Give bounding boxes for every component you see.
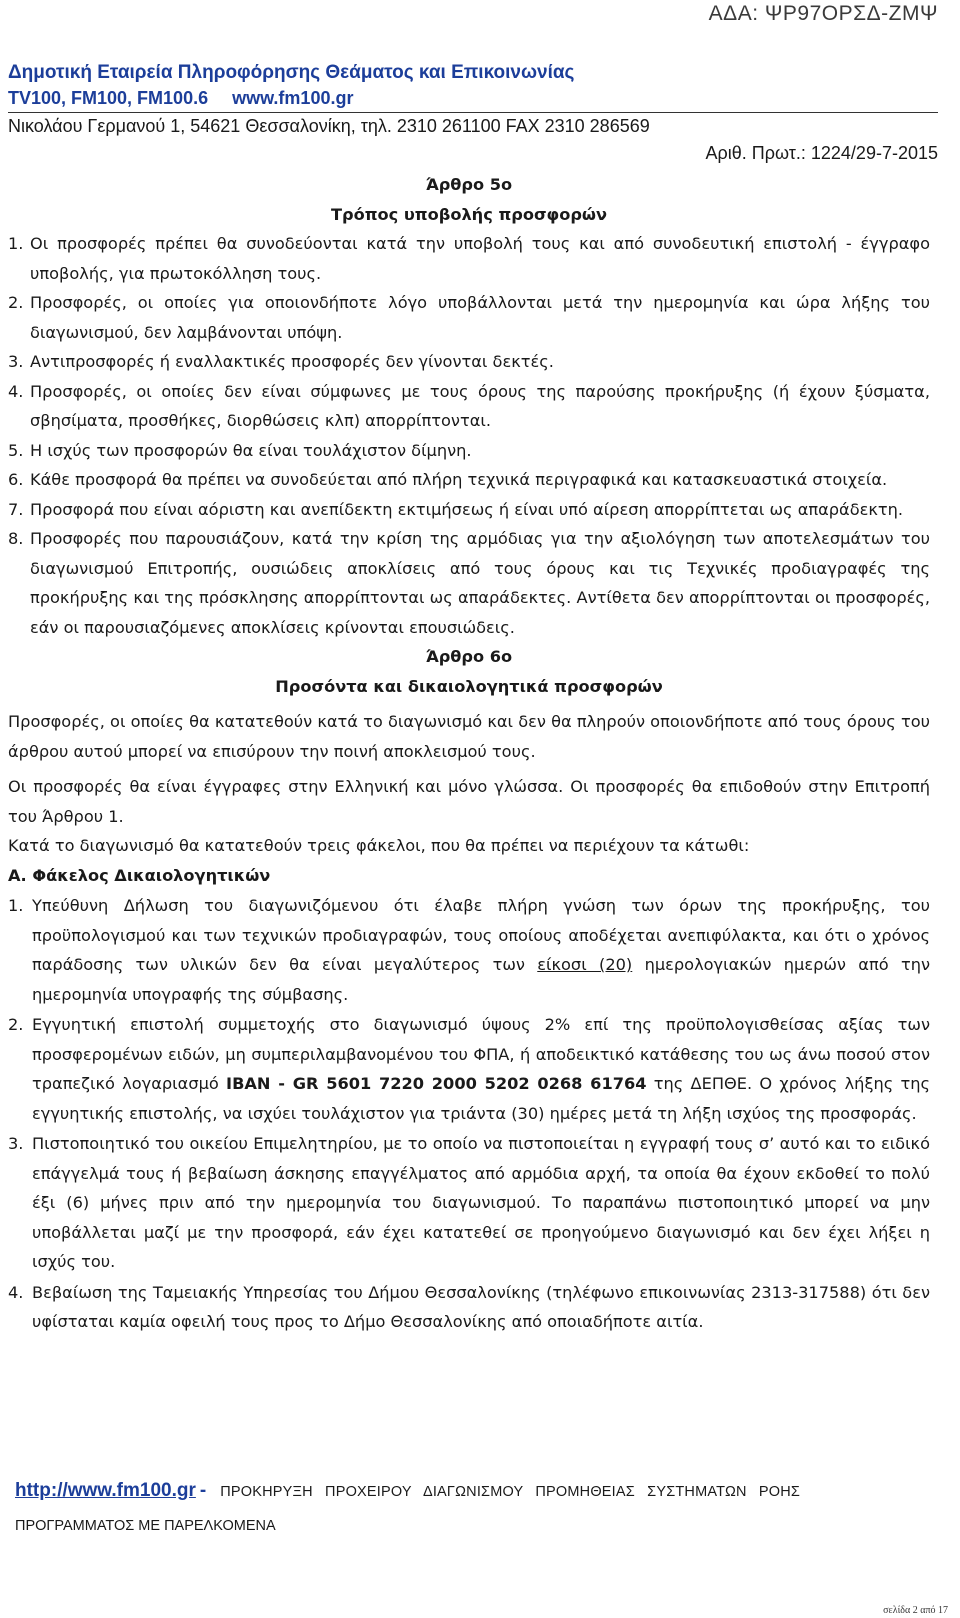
list-item: 3. Αντιπροσφορές ή εναλλακτικές προσφορές δεν γίνονται δεκτές. bbox=[8, 352, 554, 371]
organization-name: Δημοτική Εταιρεία Πληροφόρησης Θεάματος και Επικοινωνίας bbox=[8, 62, 575, 83]
footer-title-line-1: ΠΡΟΚΗΡΥΞΗ ΠΡΟΧΕΙΡΟΥ ΔΙΑΓΩΝΙΣΜΟΥ ΠΡΟΜΗΘΕΙΑΣ ΣΥΣΤΗΜΑΤΩΝ ΡΟΗΣ bbox=[220, 1484, 801, 1500]
list-item: 2. Προσφορές, οι οποίες για οποιονδήποτε λόγο υποβάλλονται μετά την ημερομηνία και ώρα λήξης του διαγωνισμού, δεν λαμβάνονται υπόψη. bbox=[8, 293, 930, 342]
website-link[interactable]: www.fm100.gr bbox=[232, 88, 354, 108]
document-body bbox=[8, 170, 930, 1337]
footer-title-line-2: ΠΡΟΓΡΑΜΜΑΤΟΣ ΜΕ ΠΑΡΕΛΚΟΜΕΝΑ bbox=[15, 1518, 276, 1534]
list-item: 2. Εγγυητική επιστολή συμμετοχής στο διαγωνισμό ύψους 2% επί της προϋπολογισθείσας αξίας των προσφερομένων ειδών, μη συμπεριλαμβανομένου του ΦΠΑ, ή αποδεικτικό κατάθεσης του ως άνω ποσού στον τραπεζικό λογαριασμό IBAN - GR 5601 7220 2000 5202 0268 61764 της ΔΕΠΘΕ. Ο χρόνος λήξης της εγγυητικής επιστολής, να ισχύει τουλάχιστον για τριάντα (30) ημέρες μετά τη λήξη ισχύος της προσφοράς. bbox=[8, 1015, 930, 1123]
footer-website-link[interactable]: http://www.fm100.gr bbox=[15, 1480, 196, 1501]
protocol-number: Αριθ. Πρωτ.: 1224/29-7-2015 bbox=[705, 143, 938, 163]
article5-list bbox=[8, 229, 930, 642]
iban-number: IBAN - GR 5601 7220 2000 5202 0268 61764 bbox=[226, 1074, 647, 1093]
stations: TV100, FM100, FM100.6 bbox=[8, 88, 209, 108]
page-number: σελίδα 2 από 17 bbox=[883, 1605, 948, 1616]
ada-code: ΑΔΑ: ΨΡ97ΟΡΣΔ-ΖΜΨ bbox=[708, 2, 938, 25]
article6-subtitle: Προσόντα και δικαιολογητικά προσφορών bbox=[275, 676, 663, 696]
section-a-heading: Α. Φάκελος Δικαιολογητικών bbox=[8, 865, 271, 885]
address-line: Νικολάου Γερμανού 1, 54621 Θεσσαλονίκη, τηλ. 2310 261100 FAX 2310 286569 bbox=[8, 116, 650, 136]
article6-paragraph-1: Προσφορές, οι οποίες θα κατατεθούν κατά το διαγωνισμό και δεν θα πληρούν οποιονδήποτε από τους όρους του άρθρου αυτού μπορεί να επισύρουν την ποινή αποκλεισμού τους. bbox=[8, 712, 930, 761]
page-footer bbox=[15, 1480, 930, 1534]
article5-title: Άρθρο 5ο bbox=[425, 175, 513, 194]
article6-paragraph-2: Οι προσφορές θα είναι έγγραφες στην Ελληνική και μόνο γλώσσα. Οι προσφορές θα επιδοθούν στην Επιτροπή του Άρθρου 1. bbox=[8, 777, 930, 826]
list-item: 5. Η ισχύς των προσφορών θα είναι τουλάχιστον δίμηνη. bbox=[8, 440, 472, 460]
list-item: 6. Κάθε προσφορά θα πρέπει να συνοδεύεται από πλήρη τεχνικά περιγραφικά και κατασκευαστικά στοιχεία. bbox=[8, 470, 888, 489]
list-item: 8. Προσφορές που παρουσιάζουν, κατά την κρίση της αρμόδιας για την αξιολόγηση των αποτελεσμάτων του διαγωνισμού Επιτροπής, ουσιώδεις αποκλίσεις από τους όρους και τις Τεχνικές προδιαγραφές της προκήρυξης και της πρόσκλησης απορρίπτονται ως απαράδεκτες. Αντίθετα δεν απορρίπτονται οι προσφορές, εάν οι παρουσιαζόμενες αποκλίσεις κρίνονται επουσιώδεις. bbox=[8, 529, 930, 637]
brand-line bbox=[8, 88, 353, 109]
documents-list bbox=[8, 891, 930, 1337]
article5-subtitle: Τρόπος υποβολής προσφορών bbox=[330, 204, 608, 224]
article6-paragraph-3: Κατά το διαγωνισμό θα κατατεθούν τρεις φάκελοι, που θα πρέπει να περιέχουν τα κάτωθι: bbox=[8, 836, 750, 855]
article6-title: Άρθρο 6ο bbox=[425, 647, 513, 666]
list-item: 1. Υπεύθυνη Δήλωση του διαγωνιζόμενου ότι έλαβε πλήρη γνώση των όρων της προκήρυξης, του προϋπολογισμού και των τεχνικών προδιαγραφών, τους οποίους αποδέχεται ανεπιφύλακτα, και ότι ο χρόνος παράδοσης των υλικών δεν θα είναι μεγαλύτερος των είκοσι (20) ημερολογιακών ημερών από την ημερομηνία υπογραφής της σύμβασης. bbox=[8, 896, 930, 1004]
footer-dash: - bbox=[199, 1480, 207, 1501]
list-item: 3. Πιστοποιητικό του οικείου Επιμελητηρίου, με το οποίο να πιστοποιείται η εγγραφή τους σ’ αυτό και το ειδικό επάγγελμά τους ή βεβαίωση άσκησης επαγγέλματος από αρμόδια αρχή, τα οποία θα έχουν εκδοθεί το πολύ έξι (6) μήνες πριν από την ημερομηνία του διαγωνισμού. Το παραπάνω πιστοποιητικό μπορεί να μην υποβάλλεται μαζί με την προσφορά, εάν έχει κατατεθεί σε προηγούμενο διαγωνισμό και δεν έχει λήξει η ισχύς του. bbox=[8, 1134, 930, 1271]
list-item: 4. Προσφορές, οι οποίες δεν είναι σύμφωνες με τους όρους της παρούσης προκήρυξης (ή έχουν ξύσματα, σβησίματα, προσθήκες, διορθώσεις κλπ) απορρίπτονται. bbox=[8, 381, 930, 430]
list-item: 1. Οι προσφορές πρέπει θα συνοδεύονται κατά την υποβολή τους και από συνοδευτική επιστολή - έγγραφο υποβολής, για πρωτοκόλληση τους. bbox=[8, 234, 930, 283]
list-item: 4. Βεβαίωση της Ταμειακής Υπηρεσίας του Δήμου Θεσσαλονίκης (τηλέφωνο επικοινωνίας 2313-317588) ότι δεν υφίσταται καμία οφειλή τους προς το Δήμο Θεσσαλονίκης από οποιαδήποτε αιτία. bbox=[8, 1282, 930, 1331]
header-divider bbox=[8, 112, 938, 113]
list-item: 7. Προσφορά που είναι αόριστη και ανεπίδεκτη εκτιμήσεως ή είναι υπό αίρεση απορρίπτεται ως απαράδεκτη. bbox=[8, 499, 904, 519]
